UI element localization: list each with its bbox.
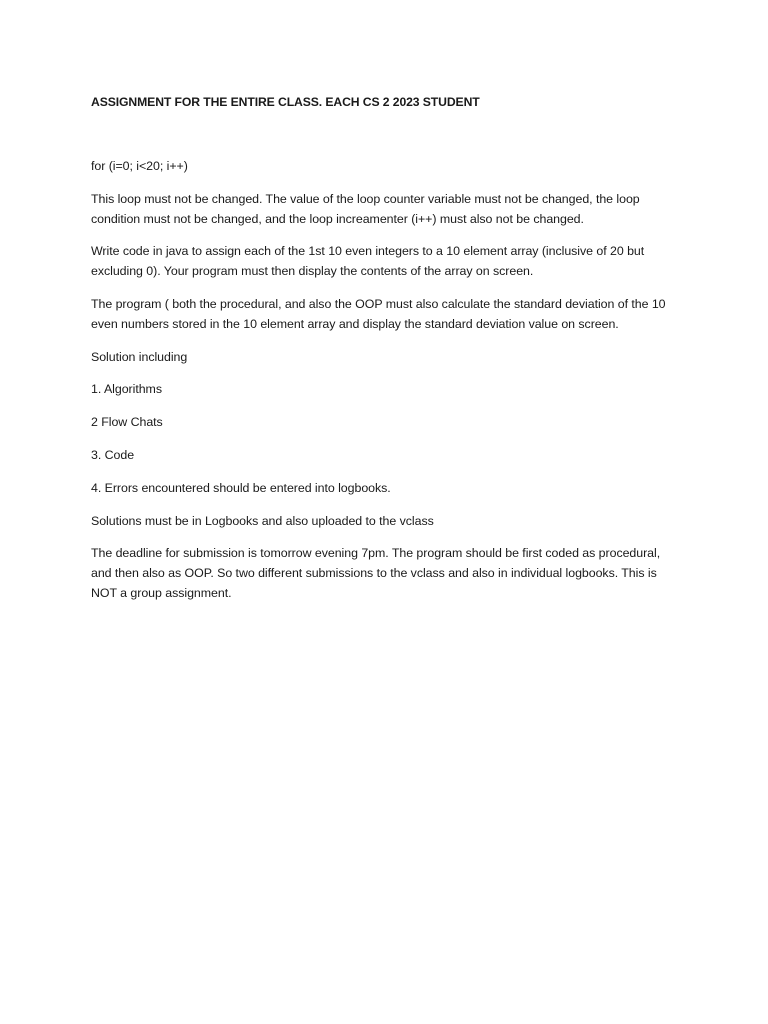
paragraph-java-task: Write code in java to assign each of the 1st 10 even integers to a 10 element array (inclusive of 20 but excluding 0). Your program must then display the contents of the array on screen.	[91, 244, 645, 279]
solution-heading: Solution including	[91, 349, 188, 364]
assignment-title: ASSIGNMENT FOR THE ENTIRE CLASS. EACH CS 2 2023 STUDENT	[91, 95, 480, 109]
upload-note: Solutions must be in Logbooks and also uploaded to the vclass	[91, 513, 434, 528]
paragraph-loop-rules: This loop must not be changed. The value of the loop counter variable must not be changed, the loop condition must not be changed, and the loop increamenter (i++) must also not be changed.	[91, 191, 640, 226]
document-body	[91, 92, 681, 617]
solution-item-flow-charts: 2 Flow Chats	[91, 415, 163, 430]
loop-code-line: for (i=0; i<20; i++)	[91, 159, 188, 173]
solution-item-code: 3. Code	[91, 447, 135, 462]
deadline-note: The deadline for submission is tomorrow evening 7pm. The program should be first coded as procedural, and then also as OOP. So two different submissions to the vclass and also in individual logbooks. This is NOT a group assignment.	[91, 546, 661, 600]
paragraph-std-dev: The program ( both the procedural, and also the OOP must also calculate the standard deviation of the 10 even numbers stored in the 10 element array and display the standard deviation value on screen.	[91, 296, 666, 331]
solution-item-algorithms: 1. Algorithms	[91, 382, 162, 397]
solution-item-errors: 4. Errors encountered should be entered into logbooks.	[91, 480, 391, 495]
